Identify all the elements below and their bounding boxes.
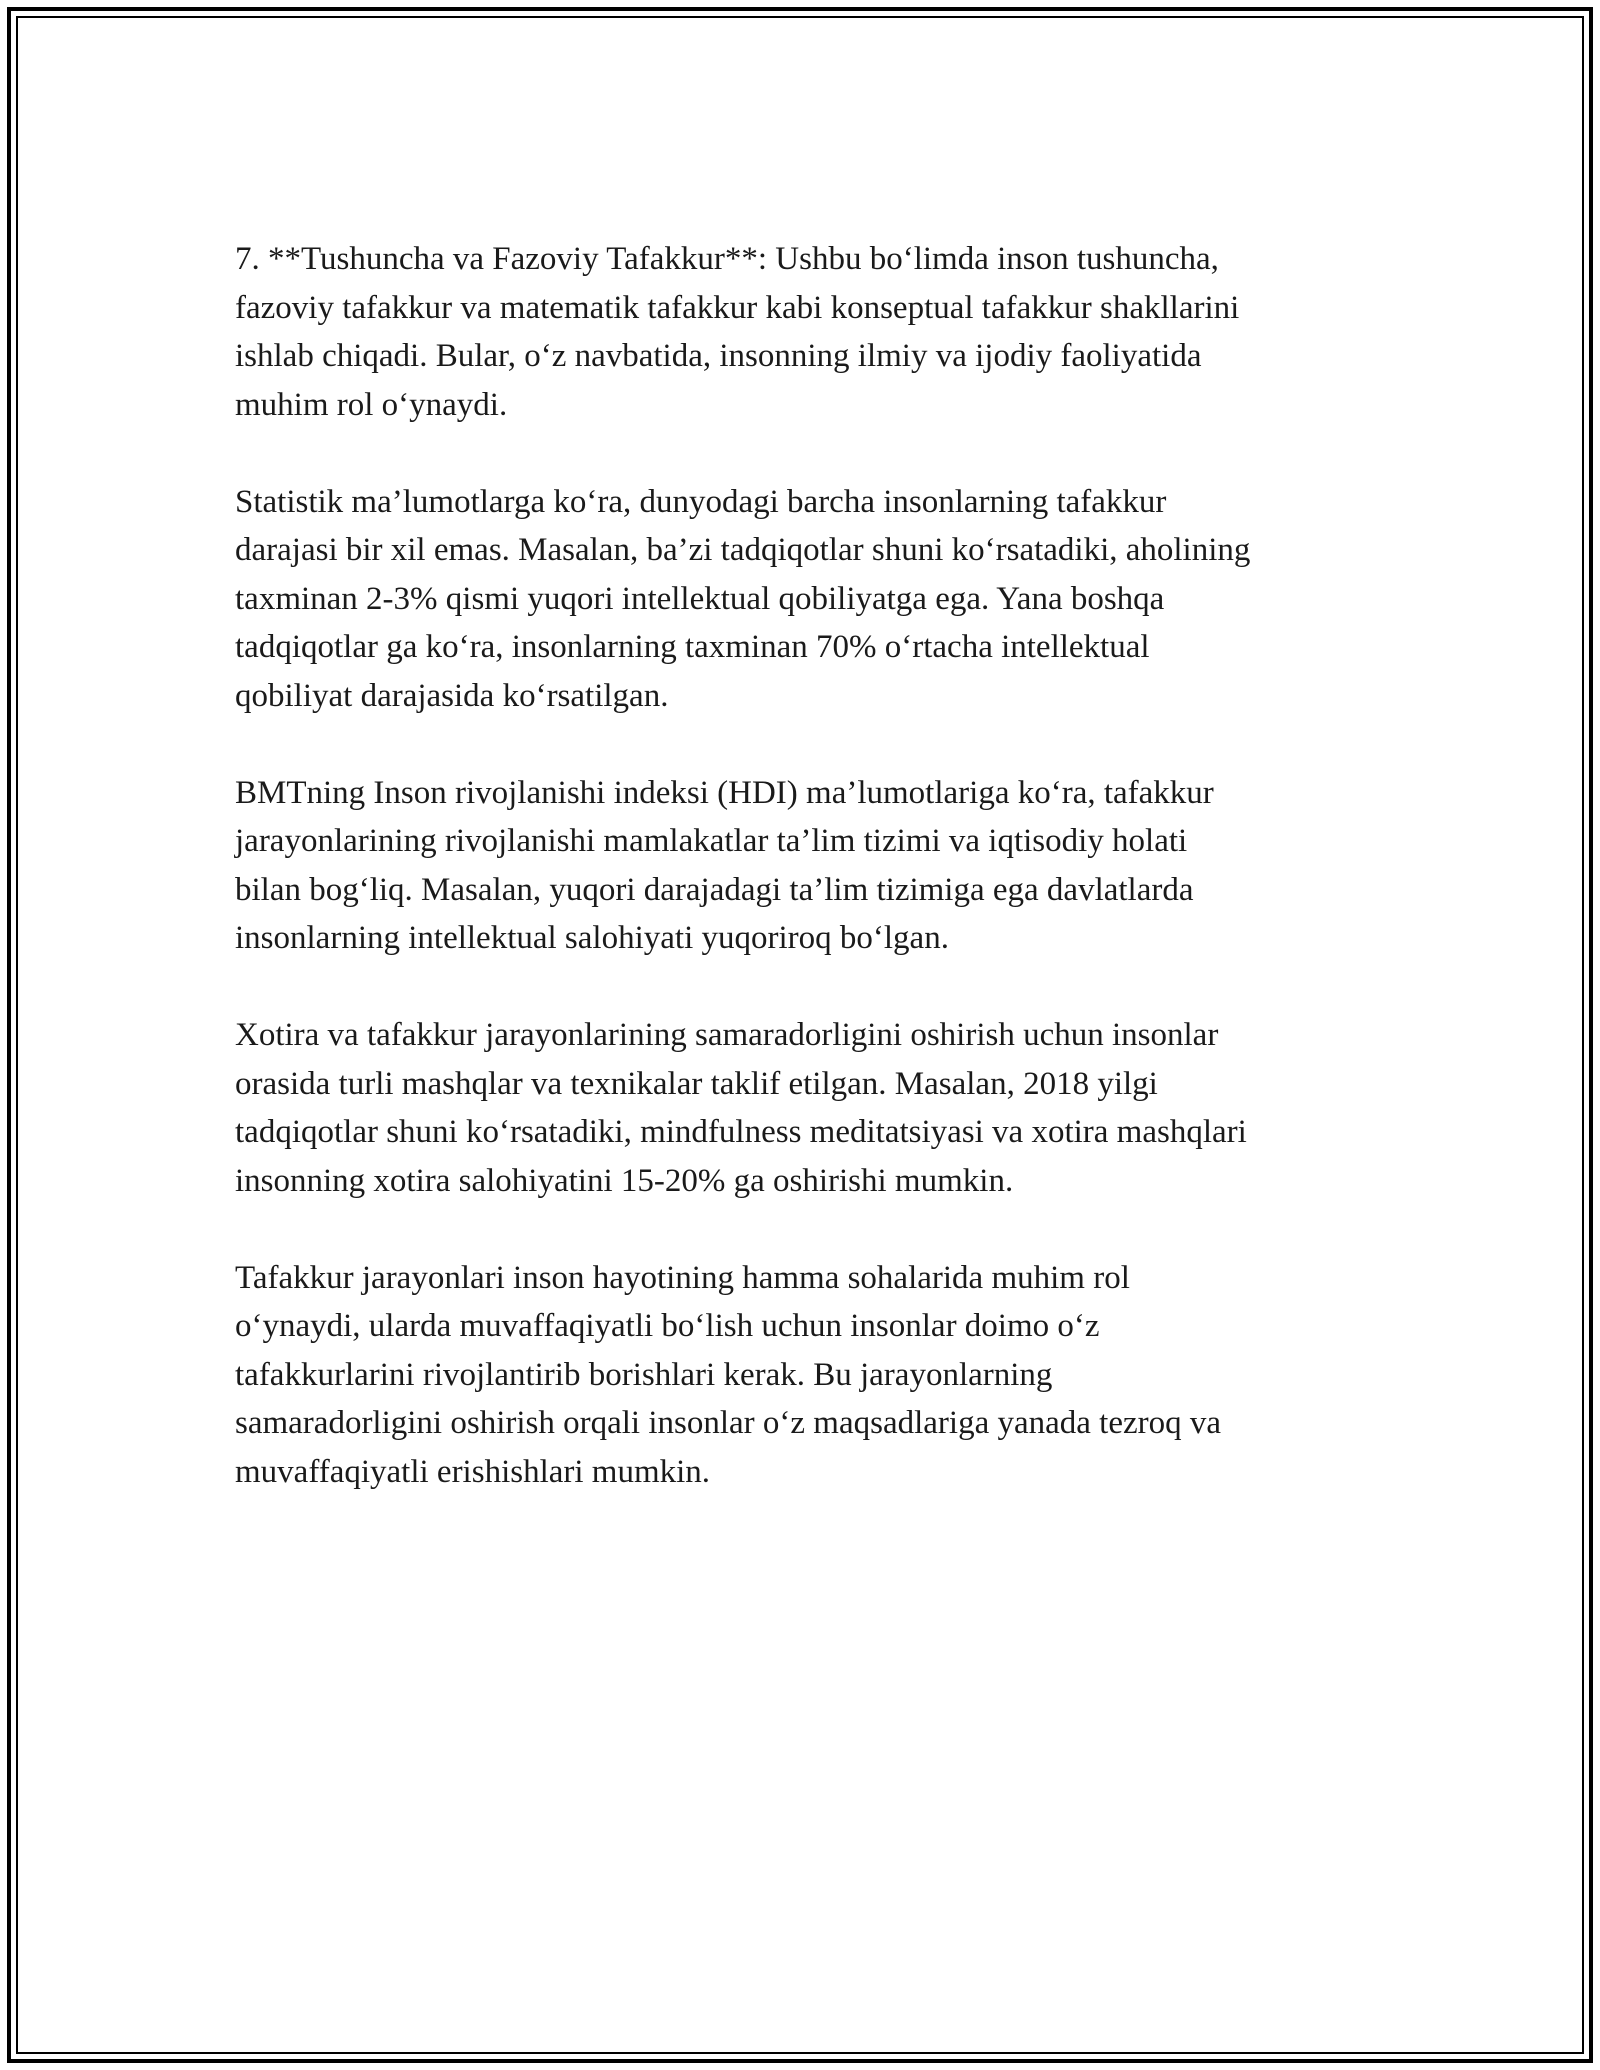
paragraph-statistics — [235, 478, 1375, 721]
text-line: ishlab chiqadi. Bular, o‘z navbatida, insonning ilmiy va ijodiy faoliyatida — [235, 338, 1202, 374]
text-line: Statistik ma’lumotlarga ko‘ra, dunyodagi barcha insonlarning tafakkur — [235, 483, 1167, 520]
text-line: samaradorligini oshirish orqali insonlar o‘z maqsadlariga yanada tezroq va — [235, 1405, 1222, 1441]
text-line: Tafakkur jarayonlari inson hayotining hamma sohalarida muhim rol — [235, 1259, 1130, 1296]
text-line: 7. **Tushuncha va Fazoviy Tafakkur**: Ushbu bo‘limda inson tushuncha, — [235, 241, 1219, 277]
text-line: tafakkurlarini rivojlantirib borishlari kerak. Bu jarayonlarning — [235, 1356, 1053, 1393]
text-line: jarayonlarining rivojlanishi mamlakatlar ta’lim tizimi va iqtisodiy holati — [235, 823, 1188, 859]
text-line: Xotira va tafakkur jarayonlarining samaradorligini oshirish uchun insonlar — [235, 1017, 1219, 1053]
text-line: insonning xotira salohiyatini 15-20% ga oshirishi mumkin. — [235, 1162, 1014, 1199]
text-line: tadqiqotlar shuni ko‘rsatadiki, mindfulness meditatsiyasi va xotira mashqlari — [235, 1114, 1247, 1150]
paragraph-memory-exercises — [235, 1011, 1375, 1205]
paragraph-hdi — [235, 769, 1375, 963]
text-line: muvaffaqiyatli erishishlari mumkin. — [235, 1453, 711, 1490]
document-body — [235, 235, 1375, 1545]
text-line: o‘ynaydi, ularda muvaffaqiyatli bo‘lish uchun insonlar doimo o‘z — [235, 1308, 1100, 1344]
paragraph-conclusion — [235, 1254, 1375, 1497]
paragraph-section-7 — [235, 235, 1375, 429]
text-line: BMTning Inson rivojlanishi indeksi (HDI) ma’lumotlariga ko‘ra, tafakkur — [235, 774, 1214, 811]
text-line: taxminan 2-3% qismi yuqori intellektual qobiliyatga ega. Yana boshqa — [235, 580, 1165, 617]
text-line: darajasi bir xil emas. Masalan, ba’zi tadqiqotlar shuni ko‘rsatadiki, aholining — [235, 532, 1251, 568]
text-line: insonlarning intellektual salohiyati yuqoriroq bo‘lgan. — [235, 920, 949, 956]
text-line: orasida turli mashqlar va texnikalar taklif etilgan. Masalan, 2018 yilgi — [235, 1065, 1158, 1102]
text-line: tadqiqotlar ga ko‘ra, insonlarning taxminan 70% o‘rtacha intellektual — [235, 629, 1150, 665]
text-line: muhim rol o‘ynaydi. — [235, 386, 508, 423]
text-line: qobiliyat darajasida ko‘rsatilgan. — [235, 677, 669, 714]
text-line: bilan bog‘liq. Masalan, yuqori darajadagi ta’lim tizimiga ega davlatlarda — [235, 871, 1194, 908]
text-line: fazoviy tafakkur va matematik tafakkur kabi konseptual tafakkur shakllarini — [235, 289, 1240, 326]
